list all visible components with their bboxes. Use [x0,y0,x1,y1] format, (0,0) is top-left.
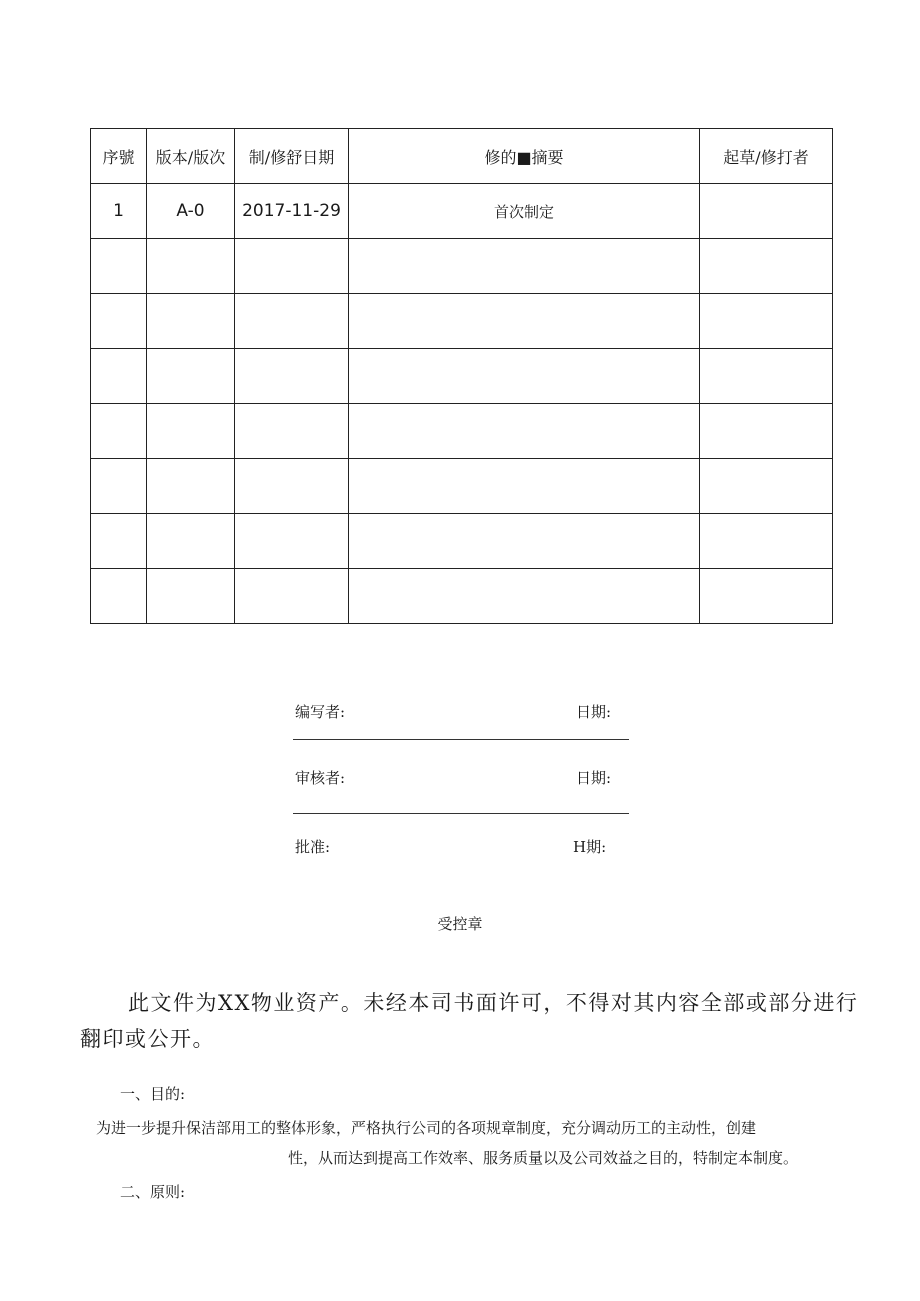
table-cell [700,184,833,239]
approver-date-label: H期: [573,838,607,856]
table-cell [349,294,700,349]
table-cell [700,404,833,459]
table-cell [235,514,349,569]
table-cell: 首次制定 [349,184,700,239]
table-cell: A-0 [147,184,235,239]
table-cell [91,514,147,569]
table-cell [700,349,833,404]
table-cell [349,569,700,624]
section-purpose-heading: 一、目的: [120,1085,186,1103]
table-cell [349,459,700,514]
table-cell [700,239,833,294]
reviewer-date-label: 日期: [576,769,612,787]
table-cell [91,459,147,514]
table-cell [700,294,833,349]
table-cell [235,404,349,459]
table-cell [91,294,147,349]
table-cell [147,404,235,459]
table-body [91,184,833,624]
controlled-stamp-label: 受控章 [437,915,483,933]
table-cell [700,514,833,569]
table-cell [147,239,235,294]
header-revision-date: 制/修舒日期 [235,129,349,184]
table-row [91,569,833,624]
author-signature-line [293,739,629,740]
table-cell [91,349,147,404]
table-cell [147,514,235,569]
table-cell [235,349,349,404]
header-seq-no: 序號 [91,129,147,184]
table-row [91,294,833,349]
table-cell [235,239,349,294]
purpose-paragraph-line1: 为进一步提升保洁部用工的整体形象，严格执行公司的各项规章制度，充分调动历工的主动性，创建 [96,1119,757,1137]
table-cell [700,459,833,514]
reviewer-signature-line [293,813,629,814]
section-principle-heading: 二、原则: [120,1183,186,1201]
table-cell [235,569,349,624]
table-cell [235,294,349,349]
table-cell [91,239,147,294]
table-cell [349,404,700,459]
header-revision-summary: 修的■摘要 [349,129,700,184]
table-cell [700,569,833,624]
table-row [91,239,833,294]
table-cell: 2017-11-29 [235,184,349,239]
approver-label: 批准: [295,838,331,856]
table-cell [147,569,235,624]
author-label: 编写者: [295,703,346,721]
revision-history-table [90,128,833,624]
author-date-label: 日期: [576,703,612,721]
table-row [91,404,833,459]
table-cell [349,239,700,294]
table-header-row [91,129,833,184]
table-cell [147,459,235,514]
table-row [91,349,833,404]
header-version: 版本/版次 [147,129,235,184]
table-cell [349,514,700,569]
reviewer-label: 审核者: [295,769,346,787]
table-cell [91,569,147,624]
table-cell [147,294,235,349]
table-cell [235,459,349,514]
table-cell: 1 [91,184,147,239]
table-cell [147,349,235,404]
table-row [91,459,833,514]
table-row [91,514,833,569]
table-row [91,184,833,239]
confidentiality-notice: 此文件为XX物业资产。未经本司书面许可，不得对其内容全部或部分进行翻印或公开。 [80,991,859,1051]
purpose-paragraph-line2: 性，从而达到提高工作效率、服务质量以及公司效益之目的，特制定本制度。 [288,1149,799,1167]
header-drafter: 起草/修打者 [700,129,833,184]
table-cell [91,404,147,459]
table-cell [349,349,700,404]
